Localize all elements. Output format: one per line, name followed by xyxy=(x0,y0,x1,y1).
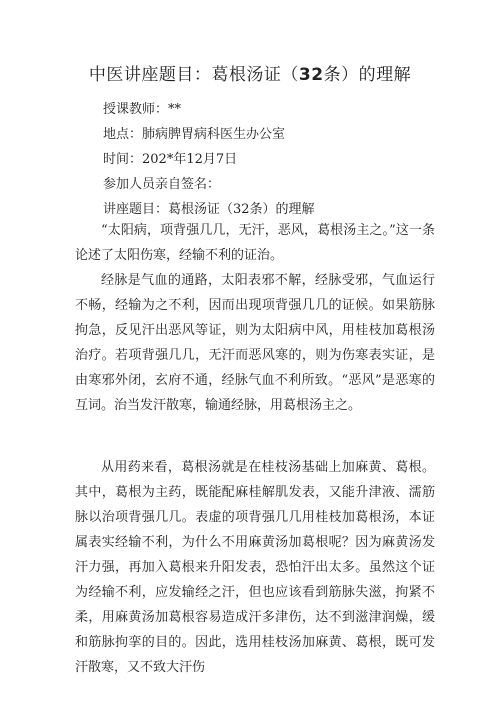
signature-line: 参加人员亲自签名： xyxy=(103,177,221,192)
title-number: 32 xyxy=(298,65,324,85)
title-suffix: 条）的理解 xyxy=(323,65,412,85)
time-line: 时间：202*年12月7日 xyxy=(103,152,238,167)
location-line: 地点：肺病脾胃病科医生办公室 xyxy=(103,127,286,142)
title-prefix: 中医讲座题目：葛根汤证（ xyxy=(88,65,299,85)
paragraph-meridian: 经脉是气血的通路，太阳表邪不解，经脉受邪，气血运行不畅，经输为之不利，因而出现项背强几几的证候。如果筋脉拘急，反见汗出恶风等证，则为太阳病中风，用桂枝加葛根汤治疗。若项背强几几，无汗而恶风寒的，则为伤寒表实证，是由寒邪外闭，玄府不通，经脉气血不利所致。“恶风”是恶寒的互词。治当发汗散寒，输通经脉，用葛根汤主之。 xyxy=(75,273,435,413)
topic-line: 讲座题目：葛根汤证（32条）的理解 xyxy=(103,202,315,217)
paragraph-quote: “太阳病，项背强几几，无汗，恶风，葛根汤主之。”这一条论述了太阳伤寒，经输不利的证治。 xyxy=(75,223,435,263)
document-title xyxy=(0,60,500,85)
paragraph-medication: 从用药来看，葛根汤就是在桂枝汤基础上加麻黄、葛根。其中，葛根为主药，既能配麻桂解肌发表，又能升津液、濡筋脉以治项背强几几。表虚的项背强几几用桂枝加葛根汤，本证属表实经输不利，为什么不用麻黄汤加葛根呢？因为麻黄汤发汗力强，再加入葛根来升阳发表，恐怕汗出太多。虽然这个证为经输不利，应发输经之汗，但也应该看到筋脉失滋，拘紧不柔，用麻黄汤加葛根容易造成汗多津伤，达不到滋津润燥，缓和筋脉拘挛的目的。因此，选用桂枝汤加麻黄、葛根，既可发汗散寒，又不致大汗伤 xyxy=(75,460,435,675)
teacher-line: 授课教师：** xyxy=(103,102,182,117)
